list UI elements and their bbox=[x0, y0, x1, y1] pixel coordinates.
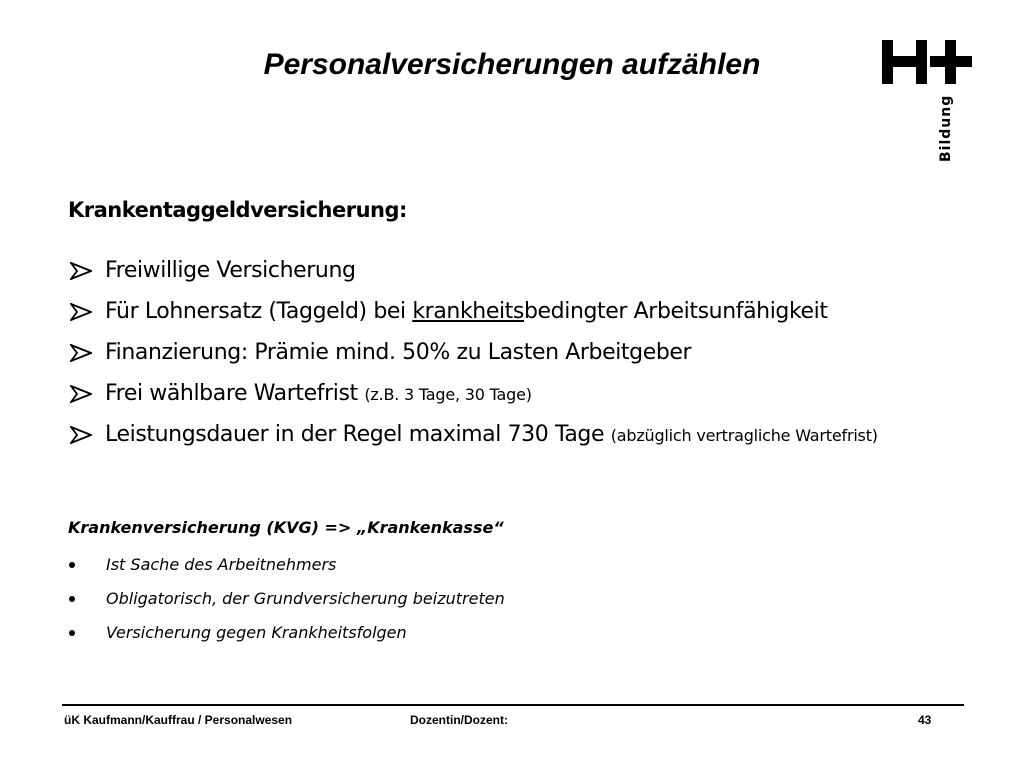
list-item-text: Freiwillige Versicherung bbox=[105, 258, 356, 283]
list-item bbox=[68, 332, 878, 373]
section-heading-kvg: Krankenversicherung (KVG) => „Krankenkasse“ bbox=[68, 518, 504, 537]
arrow-bullet-icon bbox=[70, 385, 92, 403]
arrow-bullet-icon bbox=[70, 426, 92, 444]
h-plus-logo-icon bbox=[882, 40, 976, 170]
list-item bbox=[68, 291, 878, 332]
bullet-dot-icon bbox=[69, 562, 75, 568]
list-item-text: Frei wählbare Wartefrist bbox=[105, 381, 365, 406]
underlined-word: krankheits bbox=[412, 299, 524, 324]
list-item-text: Für Lohnersatz (Taggeld) bei bbox=[105, 299, 413, 324]
footer-divider bbox=[62, 704, 964, 706]
logo-wordmark: Bildung bbox=[938, 94, 954, 162]
arrow-bullet-icon bbox=[70, 262, 92, 280]
list-item-text: Leistungsdauer in der Regel maximal 730 Tage bbox=[105, 422, 611, 447]
arrow-bullet-icon bbox=[70, 303, 92, 321]
list-item bbox=[68, 414, 878, 455]
list-item-note: (abzüglich vertragliche Wartefrist) bbox=[610, 426, 878, 445]
bullet-dot-icon bbox=[69, 630, 75, 636]
arrow-bullet-icon bbox=[70, 344, 92, 362]
slide-title: Personalversicherungen aufzählen bbox=[263, 48, 761, 81]
page-number: 43 bbox=[918, 713, 932, 727]
bullet-dot-icon bbox=[69, 596, 75, 602]
list-item-note: (z.B. 3 Tage, 30 Tage) bbox=[364, 385, 532, 404]
list-item-text: Obligatorisch, der Grundversicherung beizutreten bbox=[106, 589, 505, 608]
list-item-text: Ist Sache des Arbeitnehmers bbox=[106, 555, 337, 574]
section-heading-krankentaggeld: Krankentaggeldversicherung: bbox=[68, 198, 407, 222]
list-item bbox=[68, 373, 878, 414]
list-item-text: Versicherung gegen Krankheitsfolgen bbox=[106, 623, 407, 642]
list-item bbox=[68, 250, 878, 291]
list-item bbox=[68, 548, 505, 582]
footer-lecturer: Dozentin/Dozent: bbox=[410, 713, 508, 727]
list-item bbox=[68, 616, 505, 650]
footer-course: üK Kaufmann/Kauffrau / Personalwesen bbox=[64, 713, 293, 727]
list-item-text: bedingter Arbeitsunfähigkeit bbox=[523, 299, 828, 324]
krankentaggeld-list bbox=[68, 250, 878, 455]
list-item bbox=[68, 582, 505, 616]
kvg-list bbox=[68, 548, 505, 650]
list-item-text: Finanzierung: Prämie mind. 50% zu Lasten Arbeitgeber bbox=[105, 340, 692, 365]
